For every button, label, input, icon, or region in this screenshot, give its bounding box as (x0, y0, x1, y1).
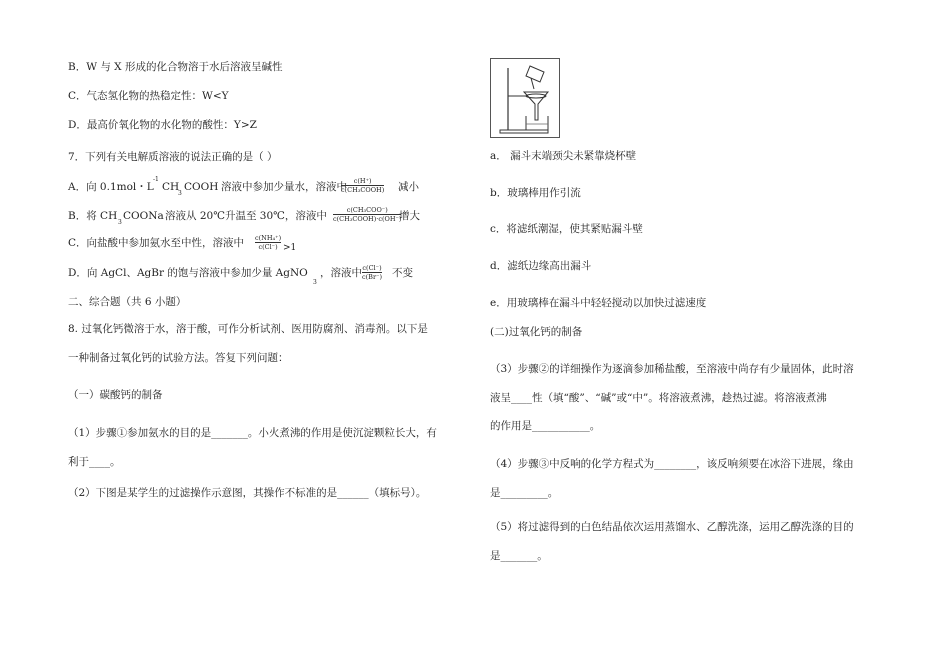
q5-line-1: （5）将过滤得到的白色结晶依次运用蒸馏水、乙醇洗涤，运用乙醇洗涤的目的 (490, 521, 854, 533)
q7a-denominator: c(CH₃COOH) (341, 186, 385, 194)
section-2-heading: 二、综合题（共 6 小题） (68, 296, 187, 308)
q7c-end: >1 (283, 243, 297, 253)
q8-2: （2）下图是某学生的过滤操作示意图，其操作不标准的是______（填标号）。 (68, 487, 427, 499)
option-c-right: c．将滤纸潮湿，使其紧贴漏斗壁 (490, 223, 643, 235)
option-b: B．W 与 X 形成的化合物溶于水后溶液呈碱性 (68, 61, 283, 73)
q7a-ch: CH (162, 181, 180, 193)
q7d-fraction (362, 264, 382, 281)
part-2-heading: (二)过氧化钙的制备 (490, 326, 583, 338)
question-7: 7．下列有关电解质溶液的说法正确的是（ ） (68, 151, 278, 163)
q3-line-3: 的作用是___________。 (490, 420, 601, 432)
q8-line-1: 8. 过氧化钙微溶于水，溶于酸，可作分析试剂、医用防腐剂、消毒剂。以下是 (68, 323, 428, 335)
q7a-end: 减小 (398, 181, 419, 193)
q7a-middle: 溶液中参加少量水，溶液中 (221, 181, 347, 193)
q7c-prefix: C．向盐酸中参加氨水至中性，溶液中 (68, 237, 245, 249)
q7b-numerator: c(CH₃COO⁻) (346, 206, 388, 214)
option-d: D．最高价氧化物的水化物的酸性：Y>Z (68, 119, 257, 131)
q7b-fraction (333, 206, 401, 223)
q7d-middle: ，溶液中 (320, 267, 362, 279)
q3-line-2: 液呈____性（填“酸”、“碱”或“中”。将溶液煮沸，趁热过滤。将溶液煮沸 (490, 392, 827, 404)
q3-line-1: （3）步骤②的详细操作为逐滴参加稀盐酸，至溶液中尚存有少量固体，此时溶 (490, 363, 854, 375)
part-1-heading: （一）碳酸钙的制备 (68, 389, 163, 401)
q7a-sub3: 3 (178, 190, 182, 197)
q7d-denominator: c(Br⁻) (362, 273, 383, 281)
q7c-numerator: c(NH₄⁺) (255, 234, 282, 242)
option-d-right: d．滤纸边缘高出漏斗 (490, 260, 592, 272)
q7d-sub3: 3 (313, 279, 317, 286)
filtration-apparatus-figure (490, 58, 560, 138)
option-c: C．气态氢化物的热稳定性：W<Y (68, 90, 229, 102)
q4-line-2: 是_________。 (490, 487, 559, 499)
option-e-right: e．用玻璃棒在漏斗中轻轻搅动以加快过滤速度 (490, 297, 707, 309)
q7d-prefix: D．向 AgCl、AgBr 的饱与溶液中参加少量 AgNO (68, 267, 308, 279)
q4-line-1: （4）步骤③中反响的化学方程式为________，该反响须要在冰浴下进展，缘由 (490, 458, 854, 470)
q7b-end: 增大 (399, 210, 420, 222)
q7a-prefix: A．向 0.1mol・L (68, 181, 154, 193)
q7b-prefix: B．将 CH (68, 210, 118, 222)
q8-line-2: 一种制备过氧化钙的试验方法。答复下列问题： (68, 352, 289, 364)
q7a-numerator: c(H⁺) (353, 177, 372, 185)
q7a-superscript: -1 (153, 176, 159, 183)
q8-1-line-1: （1）步骤①参加氨水的目的是_______。小火煮沸的作用是使沉淀颗粒长大，有 (68, 427, 437, 439)
option-a-right: a． 漏斗末端颈尖未紧靠烧杯壁 (490, 150, 637, 162)
q7b-sub3: 3 (118, 219, 122, 226)
q7a-cooh: COOH (184, 181, 219, 193)
q7d-end: 不变 (392, 267, 413, 279)
q7a-fraction (341, 177, 384, 194)
q7c-denominator: c(Cl⁻) (258, 243, 278, 251)
option-b-right: b．玻璃棒用作引流 (490, 187, 581, 199)
q7b-denominator: c(CH₃COOH)·c(OH⁻) (333, 215, 402, 223)
q5-line-2: 是_______。 (490, 550, 548, 562)
q7d-numerator: c(Cl⁻) (362, 264, 382, 272)
q7b-coona: COONa (123, 210, 164, 222)
q7b-middle: 溶液从 20℃升温至 30℃，溶液中 (165, 210, 327, 222)
q8-1-line-2: 利于____。 (68, 456, 121, 468)
q7c-fraction (255, 234, 281, 251)
